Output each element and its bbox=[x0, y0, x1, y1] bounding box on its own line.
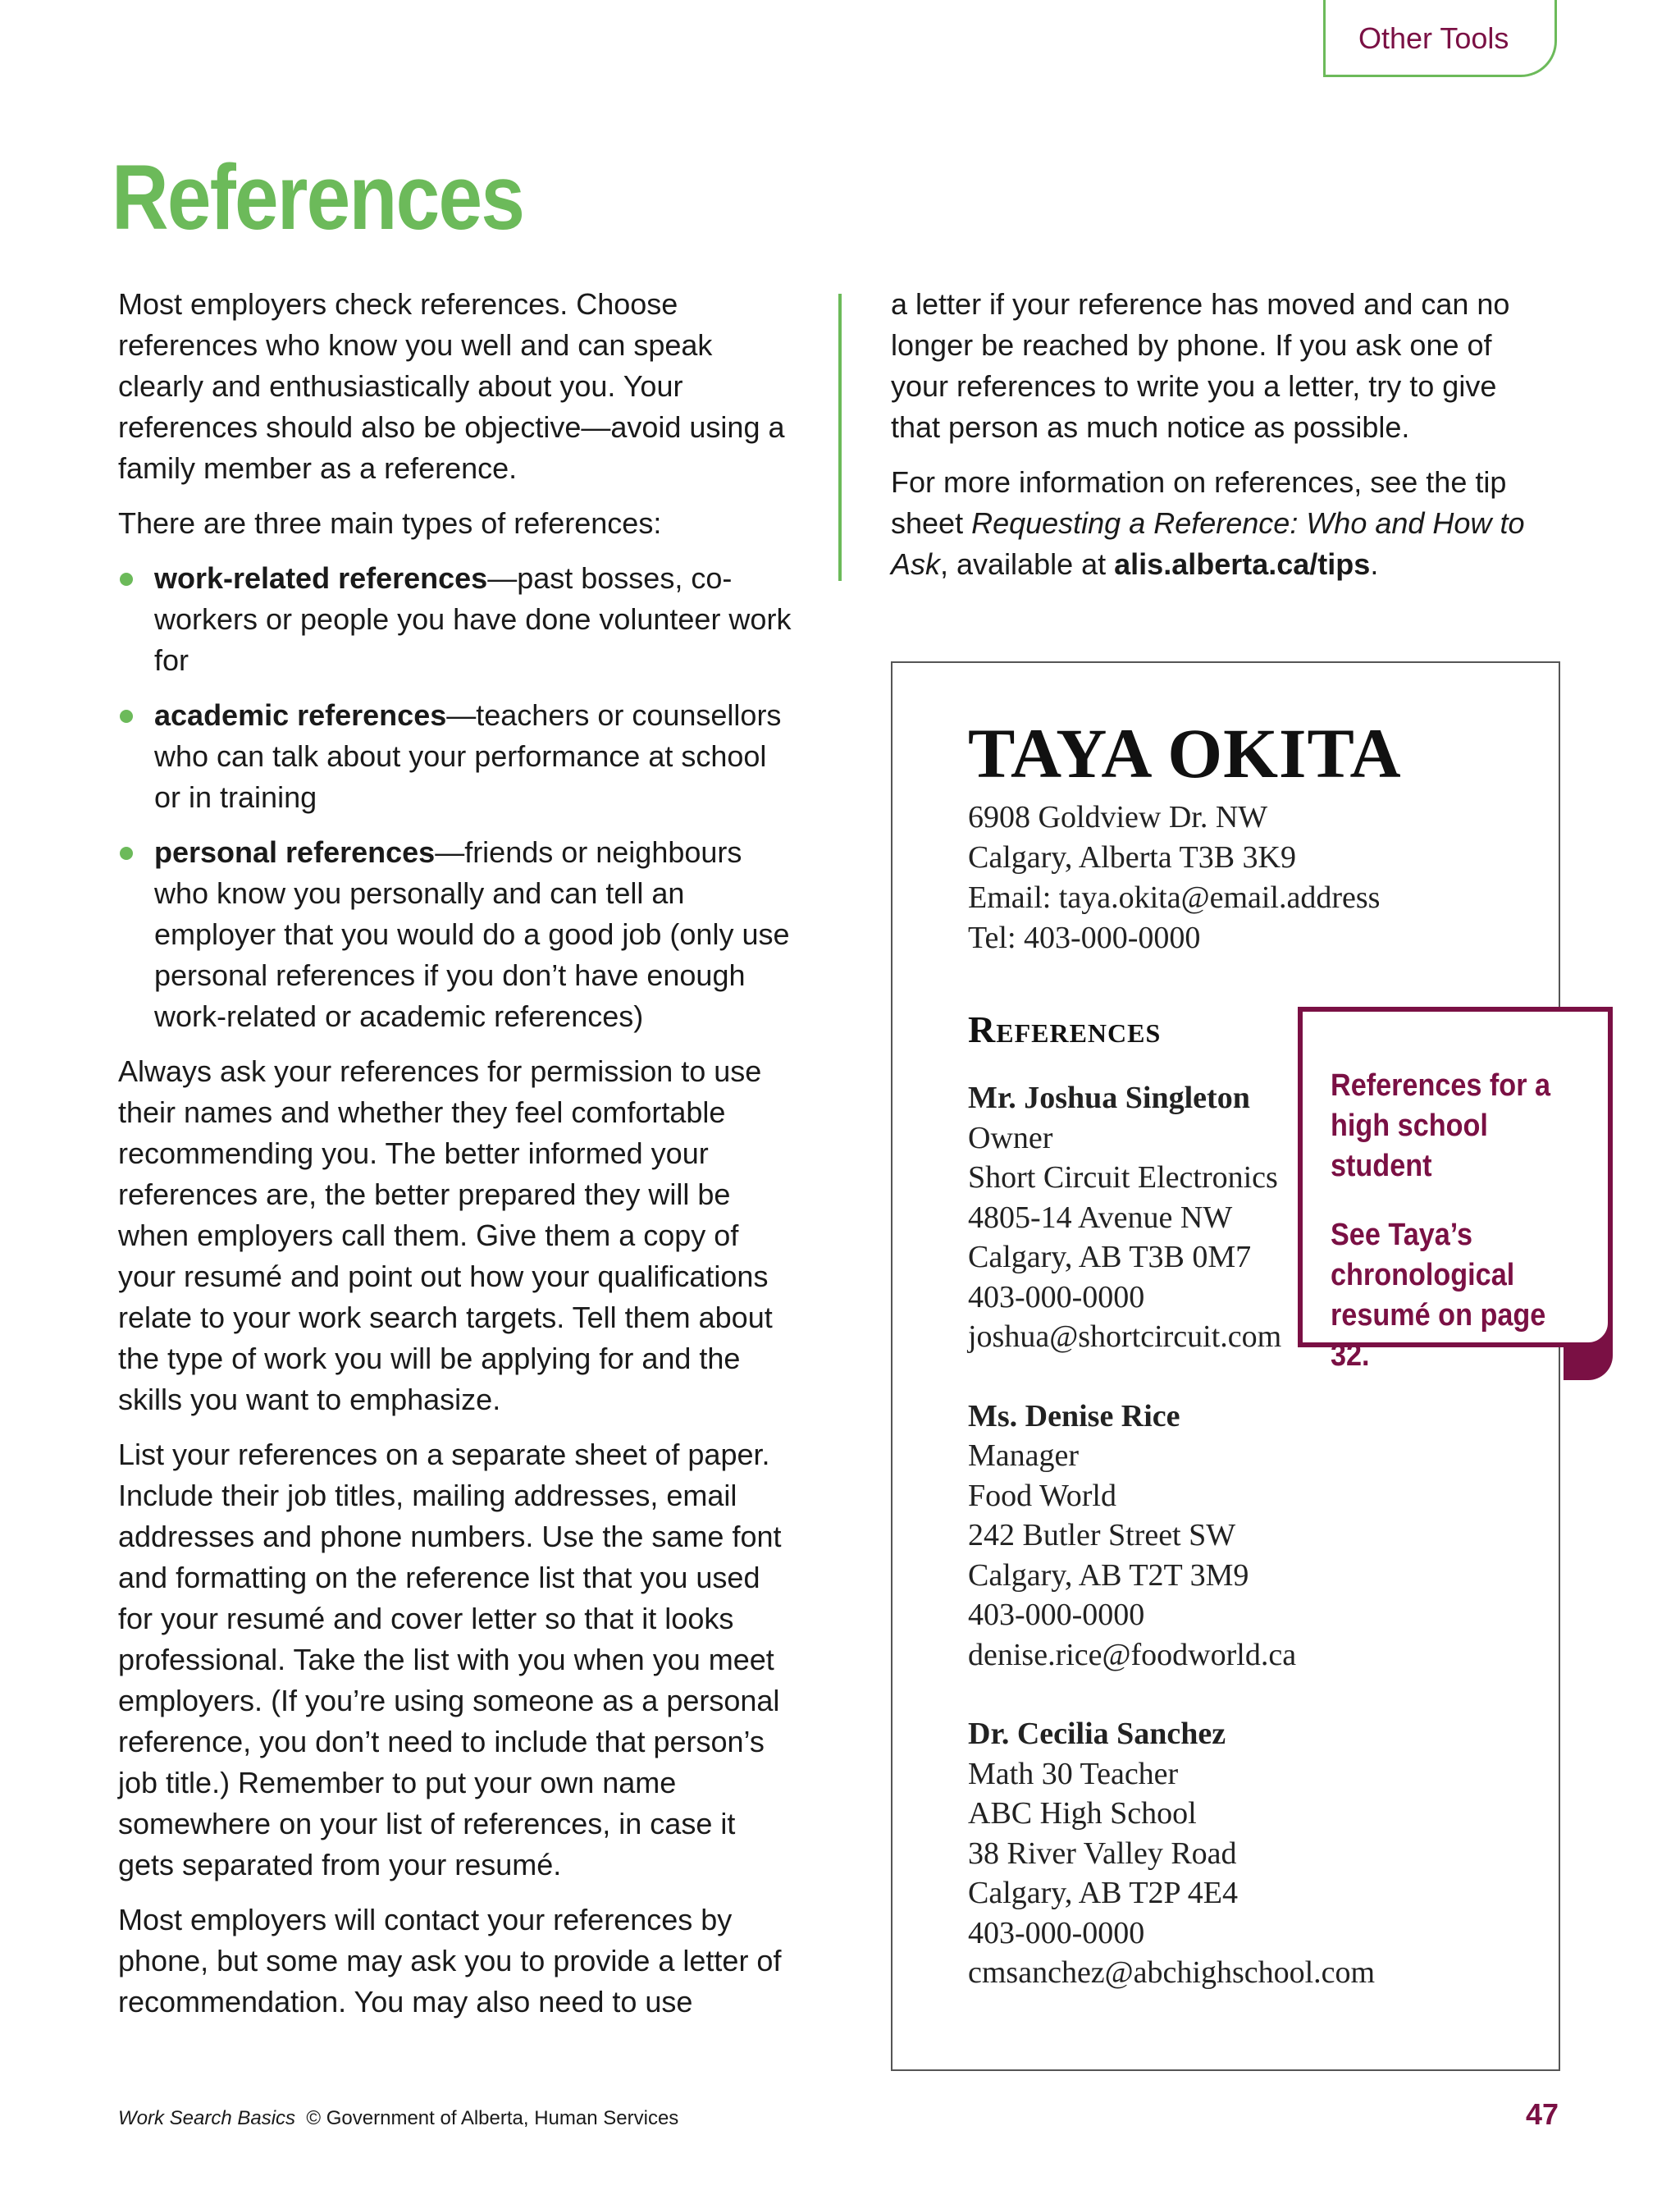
reference-line: 38 River Valley Road bbox=[968, 1836, 1237, 1871]
bullet-icon bbox=[120, 847, 133, 860]
callout-title: References for a high school student bbox=[1331, 1068, 1551, 1183]
type-term: personal references bbox=[154, 835, 436, 869]
list-sheet-paragraph: List your references on a separate sheet of paper. Include their job titles, mailing addresses, email addresses and phone numbers. Use the same font and formatting on the reference list that you used for your resumé and cover letter so that it looks professional. Take the list with you when you meet employers. (If you’re using someone as a personal reference, you don’t need to include that person’s job title.) Remember to put your own name somewhere on your list of references, in case it gets separated from your resumé. bbox=[118, 1438, 782, 1881]
reference-entry bbox=[968, 1397, 1526, 1676]
bullet-icon bbox=[120, 710, 133, 723]
more-info-end: . bbox=[1370, 547, 1379, 581]
more-info-paragraph bbox=[891, 462, 1547, 585]
phone-line: Tel: 403-000-0000 bbox=[968, 921, 1201, 955]
types-lead: There are three main types of references: bbox=[118, 506, 662, 540]
callout-text bbox=[1331, 1066, 1574, 1405]
more-info-pre: For more information on references, see the tip sheet bbox=[891, 465, 1507, 540]
callout-box bbox=[1298, 1007, 1613, 1373]
reference-name: Mr. Joshua Singleton bbox=[968, 1081, 1250, 1115]
type-desc: —friends or neighbours who know you personally and can tell an employer that you would do a good job (only use personal references if you don’t have enough work-related or academic references) bbox=[154, 835, 790, 1033]
type-desc: —teachers or counsellors who can talk about your performance at school or in training bbox=[154, 698, 782, 814]
intro-paragraph: Most employers check references. Choose references who know you well and can speak clearly and enthusiastically about you. Your references should also be objective—avoid using a family member as a reference. bbox=[118, 287, 785, 485]
list-item bbox=[118, 832, 799, 1037]
more-info-mid: , available at bbox=[940, 547, 1115, 581]
address-line: Calgary, Alberta T3B 3K9 bbox=[968, 840, 1296, 875]
page-title: References bbox=[112, 146, 524, 249]
copyright: © Government of Alberta, Human Services bbox=[306, 2107, 679, 2129]
reference-line: Owner bbox=[968, 1120, 1053, 1155]
applicant-name: TAYA OKITA bbox=[968, 714, 1402, 793]
tips-link[interactable]: alis.alberta.ca/tips bbox=[1114, 547, 1371, 581]
reference-line: 403-000-0000 bbox=[968, 1598, 1145, 1632]
bullet-icon bbox=[120, 573, 133, 586]
reference-line: 242 Butler Street SW bbox=[968, 1518, 1236, 1552]
reference-entry bbox=[968, 1714, 1526, 1993]
reference-line: ABC High School bbox=[968, 1796, 1197, 1831]
left-column bbox=[118, 284, 799, 2037]
reference-line: Math 30 Teacher bbox=[968, 1756, 1179, 1791]
reference-name: Dr. Cecilia Sanchez bbox=[968, 1717, 1226, 1751]
publication-title: Work Search Basics bbox=[118, 2107, 296, 2129]
page-number: 47 bbox=[1526, 2097, 1559, 2131]
reference-line: Calgary, AB T3B 0M7 bbox=[968, 1240, 1252, 1274]
callout-note: See Taya’s chronological resumé on page 32. bbox=[1331, 1218, 1546, 1373]
page-footer bbox=[118, 2107, 678, 2130]
reference-line: Manager bbox=[968, 1438, 1080, 1473]
email-line: Email: taya.okita@email.address bbox=[968, 880, 1381, 915]
permission-paragraph: Always ask your references for permission to use their names and whether they feel comfortable recommending you. The better informed your references are, the better prepared they will be when employers call them. Give them a copy of your resumé and point out how your qualifications relate to your work search targets. Tell them about the type of work you will be applying for and the skills you want to emphasize. bbox=[118, 1054, 773, 1416]
reference-line: joshua@shortcircuit.com bbox=[968, 1319, 1282, 1354]
reference-line: denise.rice@foodworld.ca bbox=[968, 1637, 1297, 1672]
reference-line: 403-000-0000 bbox=[968, 1915, 1145, 1950]
applicant-contact bbox=[968, 798, 1380, 958]
reference-line: 403-000-0000 bbox=[968, 1279, 1145, 1314]
reference-types-list bbox=[118, 558, 799, 1037]
right-column bbox=[891, 284, 1547, 599]
type-term: academic references bbox=[154, 698, 447, 732]
section-tab[interactable] bbox=[1323, 0, 1557, 77]
reference-line: Calgary, AB T2P 4E4 bbox=[968, 1876, 1238, 1910]
contact-paragraph: Most employers will contact your references by phone, but some may ask you to provide a letter of recommendation. You may also need to use bbox=[118, 1903, 782, 2019]
column-divider bbox=[838, 294, 842, 581]
reference-line: Short Circuit Electronics bbox=[968, 1160, 1278, 1195]
list-item bbox=[118, 695, 799, 818]
section-tab-label: Other Tools bbox=[1358, 21, 1509, 55]
type-desc: —past bosses, co-workers or people you have done volunteer work for bbox=[154, 561, 792, 677]
reference-line: cmsanchez@abchighschool.com bbox=[968, 1955, 1376, 1990]
type-term: work-related references bbox=[154, 561, 488, 595]
continuation-paragraph: a letter if your reference has moved and can no longer be reached by phone. If you ask one of your references to write you a letter, try to give that person as much notice as possible. bbox=[891, 287, 1510, 444]
reference-line: 4805-14 Avenue NW bbox=[968, 1200, 1233, 1235]
address-line: 6908 Goldview Dr. NW bbox=[968, 800, 1268, 834]
reference-line: Food World bbox=[968, 1478, 1116, 1513]
reference-line: Calgary, AB T2T 3M9 bbox=[968, 1557, 1249, 1593]
list-item bbox=[118, 558, 799, 681]
references-heading: References bbox=[968, 1008, 1162, 1050]
tip-sheet-title: Requesting a Reference: Who and How to Ask bbox=[891, 506, 1525, 581]
reference-name: Ms. Denise Rice bbox=[968, 1398, 1180, 1433]
